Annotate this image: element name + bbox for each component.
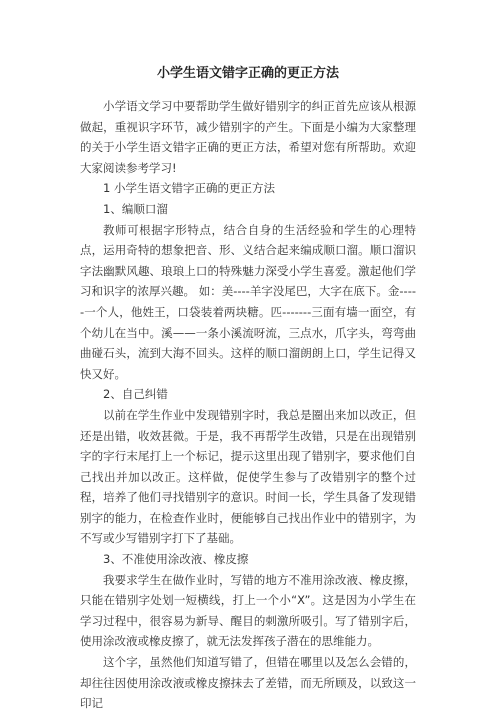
section-heading: 1 小学生语文错字正确的更正方法: [103, 181, 275, 196]
subheading-no-eraser: 3、不准使用涂改液、橡皮擦: [103, 552, 249, 567]
paragraph-mnemonic: 教师可根据字形特点，结合自身的生活经验和学生的心理特点，运用奇特的想象把音、形、义结合起来编成顺口溜。顺口溜识字法幽默风趣、琅琅上口的特殊魅力深受小学生喜爱。激起他们学习和识字的浓厚兴趣。 如：美----羊字没尾巴，大字在底下。金-----一个人，他姓王，口袋装着两块糖。匹-------三面有墙一面空，有个幼儿在当中。溪——一条小溪流呀流，三点水，爪字头，弯弯曲曲碰石头，流到大海不回头。这样的顺口溜朗朗上口，学生记得又快又好。: [80, 222, 416, 381]
paragraph-continuation: 这个字，虽然他们知道写错了，但错在哪里以及怎么会错的，却往往因使用涂改液或橡皮擦抹去了差错，而无所顾及，以致这一印记: [80, 655, 416, 711]
intro-paragraph: 小学语文学习中要帮助学生做好错别字的纠正首先应该从根源做起，重视识字环节，减少错别字的产生。下面是小编为大家整理的关于小学生语文错字正确的更正方法，希望对您有所帮助。欢迎大家阅读参考学习!: [80, 99, 416, 175]
document-body: [80, 96, 416, 714]
subheading-self-correction: 2、自己纠错: [103, 387, 168, 402]
subheading-mnemonic: 1、编顺口溜: [103, 201, 168, 216]
paragraph-no-eraser: 我要求学生在做作业时，写错的地方不准用涂改液、橡皮擦，只能在错别字处划一短横线，打上一个小“X”。这是因为小学生在学习过程中，很容易为新导、醒目的刺激所吸引。写了错别字后，使用涂改液或橡皮擦了，就无法发挥孩子潜在的思维能力。: [80, 572, 416, 649]
paragraph-self-correction: 以前在学生作业中发现错别字时，我总是圈出来加以改正，但还是出错，收效甚微。于是，我不再帮学生改错，只是在出现错别字的字行末尾打上一个标记，提示这里出现了错别字，要求他们自己找出并加以改正。这样做，促使学生参与了改错别字的整个过程，培养了他们寻找错别字的意识。时间一长，学生具备了发现错别字的能力，在检查作业时，便能够自己找出作业中的错别字，为不写或少写错别字打下了基础。: [80, 407, 416, 546]
document-title: 小学生语文错字正确的更正方法: [156, 66, 339, 81]
